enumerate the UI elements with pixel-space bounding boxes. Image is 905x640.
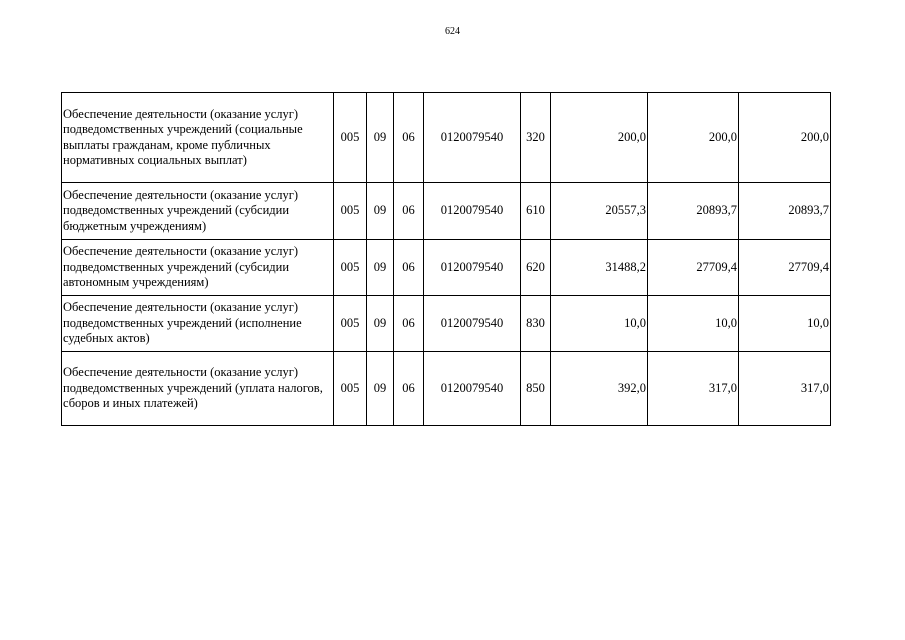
- ministry-code-cell: 005: [334, 352, 367, 426]
- section-code-cell: 09: [367, 183, 394, 240]
- amount-3-cell: 10,0: [739, 296, 831, 352]
- amount-1-cell: 392,0: [551, 352, 648, 426]
- ministry-code-cell: 005: [334, 93, 367, 183]
- expense-type-cell: 620: [521, 240, 551, 296]
- expense-name-cell: Обеспечение деятельности (оказание услуг) подведомственных учреждений (субсидии автономным учреждениям): [62, 240, 334, 296]
- amount-2-cell: 27709,4: [648, 240, 739, 296]
- amount-1-cell: 200,0: [551, 93, 648, 183]
- expense-name-cell: Обеспечение деятельности (оказание услуг) подведомственных учреждений (социальные выплаты гражданам, кроме публичных нормативных социальных выплат): [62, 93, 334, 183]
- amount-2-cell: 317,0: [648, 352, 739, 426]
- table-row: [62, 183, 831, 240]
- subsection-code-cell: 06: [394, 240, 424, 296]
- expense-type-cell: 850: [521, 352, 551, 426]
- target-article-cell: 0120079540: [424, 183, 521, 240]
- amount-3-cell: 27709,4: [739, 240, 831, 296]
- amount-3-cell: 20893,7: [739, 183, 831, 240]
- amount-1-cell: 10,0: [551, 296, 648, 352]
- subsection-code-cell: 06: [394, 296, 424, 352]
- table-row: [62, 93, 831, 183]
- page-number: 624: [445, 26, 460, 37]
- section-code-cell: 09: [367, 93, 394, 183]
- ministry-code-cell: 005: [334, 296, 367, 352]
- amount-3-cell: 317,0: [739, 352, 831, 426]
- amount-2-cell: 20893,7: [648, 183, 739, 240]
- expense-type-cell: 610: [521, 183, 551, 240]
- amount-2-cell: 200,0: [648, 93, 739, 183]
- table-row: [62, 296, 831, 352]
- amount-1-cell: 20557,3: [551, 183, 648, 240]
- expense-name-cell: Обеспечение деятельности (оказание услуг) подведомственных учреждений (уплата налогов, сборов и иных платежей): [62, 352, 334, 426]
- ministry-code-cell: 005: [334, 183, 367, 240]
- budget-table: [61, 92, 831, 426]
- target-article-cell: 0120079540: [424, 296, 521, 352]
- expense-type-cell: 320: [521, 93, 551, 183]
- section-code-cell: 09: [367, 240, 394, 296]
- section-code-cell: 09: [367, 296, 394, 352]
- ministry-code-cell: 005: [334, 240, 367, 296]
- target-article-cell: 0120079540: [424, 93, 521, 183]
- amount-3-cell: 200,0: [739, 93, 831, 183]
- subsection-code-cell: 06: [394, 183, 424, 240]
- table-row: [62, 240, 831, 296]
- table-row: [62, 352, 831, 426]
- target-article-cell: 0120079540: [424, 240, 521, 296]
- expense-name-cell: Обеспечение деятельности (оказание услуг) подведомственных учреждений (субсидии бюджетным учреждениям): [62, 183, 334, 240]
- expense-name-cell: Обеспечение деятельности (оказание услуг) подведомственных учреждений (исполнение судебных актов): [62, 296, 334, 352]
- subsection-code-cell: 06: [394, 352, 424, 426]
- amount-1-cell: 31488,2: [551, 240, 648, 296]
- section-code-cell: 09: [367, 352, 394, 426]
- target-article-cell: 0120079540: [424, 352, 521, 426]
- expense-type-cell: 830: [521, 296, 551, 352]
- amount-2-cell: 10,0: [648, 296, 739, 352]
- subsection-code-cell: 06: [394, 93, 424, 183]
